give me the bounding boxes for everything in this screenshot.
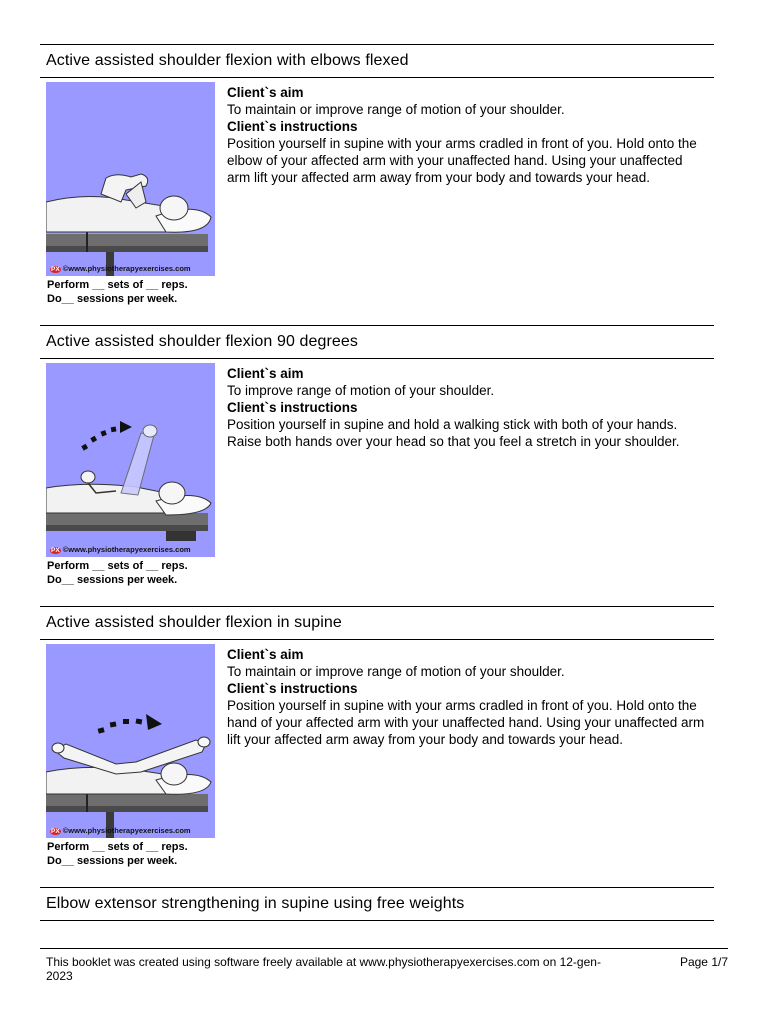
exercise-section-4 (40, 887, 714, 921)
footer-text: This booklet was created using software freely available at www.physiotherapyexercises.com on 12-gen-2023 (46, 955, 601, 983)
instructions-text: Position yourself in supine with your arms cradled in front of you. Hold onto the elbow of your affected arm with your unaffected hand. Using your unaffected arm lift your affected arm away from your body and towards your head. (227, 136, 697, 185)
aim-label: Client`s aim (227, 366, 304, 381)
exercise-section-2 (40, 325, 714, 605)
sessions-line: Do__ sessions per week. (47, 574, 178, 586)
px-logo-icon: PX (51, 266, 60, 273)
instructions-text: Position yourself in supine with your arms cradled in front of you. Hold onto the hand of your affected arm with your unaffected hand. Using your unaffected arm lift your affected arm away from your body and towards your head. (227, 698, 705, 747)
exercise-title: Elbow extensor strengthening in supine using free weights (40, 887, 714, 921)
exercise-title: Active assisted shoulder flexion in supine (40, 606, 714, 640)
instructions-label: Client`s instructions (227, 681, 358, 696)
instructions-label: Client`s instructions (227, 400, 358, 415)
sets-reps-line: Perform __ sets of __ reps. (47, 279, 188, 291)
image-credit: ©www.physiotherapyexercises.com (62, 545, 191, 554)
exercise-illustration (46, 82, 215, 276)
px-logo-icon: PX (51, 828, 60, 835)
exercise-description (227, 646, 707, 748)
aim-text: To maintain or improve range of motion of your shoulder. (227, 664, 565, 679)
exercise-title: Active assisted shoulder flexion with elbows flexed (40, 44, 714, 78)
aim-label: Client`s aim (227, 647, 304, 662)
aim-label: Client`s aim (227, 85, 304, 100)
aim-text: To improve range of motion of your shoulder. (227, 383, 495, 398)
exercise-title: Active assisted shoulder flexion 90 degrees (40, 325, 714, 359)
perform-instructions (47, 840, 188, 868)
instructions-label: Client`s instructions (227, 119, 358, 134)
instructions-text: Position yourself in supine and hold a walking stick with both of your hands. Raise both hands over your head so that you feel a stretch in your shoulder. (227, 417, 680, 449)
exercise-illustration (46, 363, 215, 557)
px-logo-icon: PX (51, 547, 60, 554)
page-footer (40, 948, 728, 983)
sessions-line: Do__ sessions per week. (47, 293, 178, 305)
image-credit: ©www.physiotherapyexercises.com (62, 264, 191, 273)
exercise-illustration (46, 644, 215, 838)
exercise-section-3 (40, 606, 714, 886)
aim-text: To maintain or improve range of motion of your shoulder. (227, 102, 565, 117)
exercise-section-1 (40, 44, 714, 324)
page-number: Page 1/7 (679, 955, 728, 969)
sets-reps-line: Perform __ sets of __ reps. (47, 841, 188, 853)
perform-instructions (47, 278, 188, 306)
sessions-line: Do__ sessions per week. (47, 855, 178, 867)
sets-reps-line: Perform __ sets of __ reps. (47, 560, 188, 572)
exercise-description (227, 84, 707, 186)
perform-instructions (47, 559, 188, 587)
exercise-description (227, 365, 707, 450)
image-credit: ©www.physiotherapyexercises.com (62, 826, 191, 835)
